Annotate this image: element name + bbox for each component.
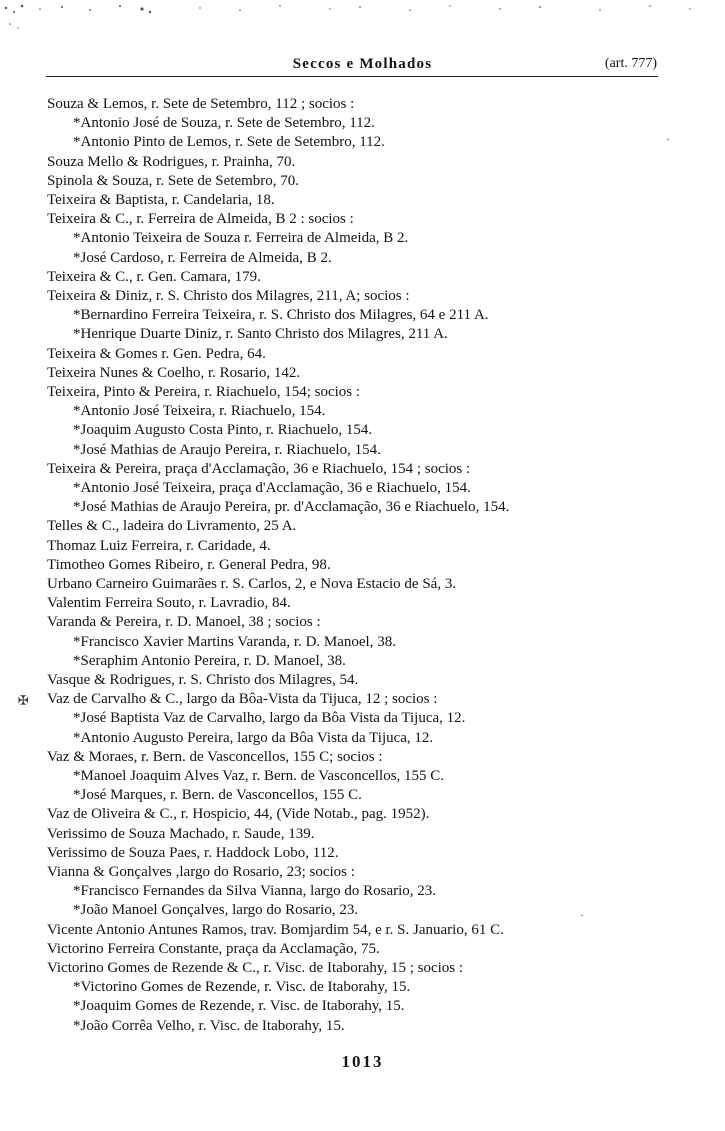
firm-entry: Vianna & Gonçalves ,largo do Rosario, 23; socios : bbox=[47, 864, 355, 880]
partner-entry: *José Mathias de Araujo Pereira, pr. d'Acclamação, 36 e Riachuelo, 154. bbox=[73, 499, 510, 516]
firm-entry: Vaz de Carvalho & C., largo da Bôa-Vista da Tijuca, 12 ; socios : bbox=[47, 691, 438, 708]
partner-entry: *Bernardino Ferreira Teixeira, r. S. Christo dos Milagres, 64 e 211 A. bbox=[73, 307, 489, 324]
partner-entry: *Antonio Pinto de Lemos, r. Sete de Setembro, 112. bbox=[73, 134, 385, 151]
firm-entry: Teixeira & Diniz, r. S. Christo dos Milagres, 211, A; socios : bbox=[47, 288, 410, 304]
firm-entry: Victorino Gomes de Rezende & C., r. Visc. de Itaborahy, 15 ; socios : bbox=[47, 960, 464, 976]
page-header bbox=[0, 54, 725, 76]
firm-entry: Thomaz Luiz Ferreira, r. Caridade, 4. bbox=[47, 537, 271, 554]
firm-entry: Telles & C., ladeira do Livramento, 25 A. bbox=[47, 518, 297, 535]
partner-entry: *Francisco Xavier Martins Varanda, r. D. Manoel, 38. bbox=[73, 633, 396, 650]
firm-entry: Timotheo Gomes Ribeiro, r. General Pedra, 98. bbox=[47, 556, 331, 573]
partner-entry: *José Marques, r. Bern. de Vasconcellos, 155 C. bbox=[73, 787, 362, 804]
firm-entry: Teixeira & Baptista, r. Candelaria, 18. bbox=[47, 192, 275, 208]
firm-entry: Verissimo de Souza Paes, r. Haddock Lobo, 112. bbox=[47, 844, 339, 861]
margin-tick: · bbox=[580, 908, 584, 922]
firm-entry: Teixeira & Gomes r. Gen. Pedra, 64. bbox=[47, 345, 266, 362]
firm-entry: Vasque & Rodrigues, r. S. Christo dos Milagres, 54. bbox=[47, 672, 359, 688]
partner-entry: *Antonio Augusto Pereira, largo da Bôa Vista da Tijuca, 12. bbox=[73, 729, 434, 746]
header-rule bbox=[46, 76, 658, 77]
firm-entry: Souza & Lemos, r. Sete de Setembro, 112 ; socios : bbox=[47, 96, 355, 112]
partner-entry: *Seraphim Antonio Pereira, r. D. Manoel, 38. bbox=[73, 652, 346, 669]
partner-entry: *Manoel Joaquim Alves Vaz, r. Bern. de Vasconcellos, 155 C. bbox=[73, 768, 445, 784]
firm-entry: Teixeira Nunes & Coelho, r. Rosario, 142. bbox=[47, 364, 301, 381]
page-number: 1013 bbox=[341, 1052, 384, 1071]
partner-entry: *João Corrêa Velho, r. Visc. de Itaborahy, 15. bbox=[73, 1017, 345, 1034]
partner-entry: *Antonio José de Souza, r. Sete de Setembro, 112. bbox=[73, 115, 375, 132]
partner-entry: *José Baptista Vaz de Carvalho, largo da Bôa Vista da Tijuca, 12. bbox=[73, 710, 466, 727]
partner-entry: *João Manoel Gonçalves, largo do Rosario, 23. bbox=[73, 902, 359, 919]
partner-entry: *Joaquim Gomes de Rezende, r. Visc. de Itaborahy, 15. bbox=[73, 998, 405, 1015]
partner-entry: *Henrique Duarte Diniz, r. Santo Christo dos Milagres, 211 A. bbox=[73, 326, 448, 343]
article-number: (art. 777) bbox=[604, 56, 657, 71]
partner-entry: *Francisco Fernandes da Silva Vianna, largo do Rosario, 23. bbox=[73, 883, 437, 900]
firm-entry: Valentim Ferreira Souto, r. Lavradio, 84. bbox=[47, 595, 291, 612]
partner-entry: *Antonio José Teixeira, praça d'Acclamação, 36 e Riachuelo, 154. bbox=[73, 480, 471, 496]
firm-entry: Vaz de Oliveira & C., r. Hospicio, 44, (Vide Notab., pag. 1952). bbox=[47, 806, 430, 823]
firm-entry: Urbano Carneiro Guimarães r. S. Carlos, 2, e Nova Estacio de Sá, 3. bbox=[47, 576, 457, 592]
firm-entry: Teixeira, Pinto & Pereira, r. Riachuelo, 154; socios : bbox=[47, 384, 361, 400]
firm-entry: Spinola & Souza, r. Sete de Setembro, 70. bbox=[47, 172, 300, 189]
firm-entry: Teixeira & C., r. Gen. Camara, 179. bbox=[47, 268, 261, 285]
firm-entry: Souza Mello & Rodrigues, r. Prainha, 70. bbox=[47, 153, 296, 170]
partner-entry: *Antonio Teixeira de Souza r. Ferreira de Almeida, B 2. bbox=[73, 230, 409, 247]
partner-entry: *José Mathias de Araujo Pereira, r. Riachuelo, 154. bbox=[73, 441, 381, 458]
firm-entry: Verissimo de Souza Machado, r. Saude, 139. bbox=[47, 825, 315, 842]
firm-entry: Teixeira & C., r. Ferreira de Almeida, B 2 : socios : bbox=[47, 211, 354, 228]
firm-entry: Teixeira & Pereira, praça d'Acclamação, 36 e Riachuelo, 154 ; socios : bbox=[47, 460, 471, 477]
margin-tick: ˋ bbox=[666, 136, 670, 150]
partner-entry: *Joaquim Augusto Costa Pinto, r. Riachuelo, 154. bbox=[73, 422, 373, 439]
firm-entry: Vaz & Moraes, r. Bern. de Vasconcellos, 155 C; socios : bbox=[47, 748, 383, 765]
page-title: Seccos e Molhados bbox=[292, 56, 433, 72]
partner-entry: *Antonio José Teixeira, r. Riachuelo, 154. bbox=[73, 403, 326, 420]
firm-entry: Victorino Ferreira Constante, praça da Acclamação, 75. bbox=[47, 940, 380, 957]
partner-entry: *Victorino Gomes de Rezende, r. Visc. de Itaborahy, 15. bbox=[73, 979, 411, 996]
firm-entry: Varanda & Pereira, r. D. Manoel, 38 ; socios : bbox=[47, 614, 321, 631]
partner-entry: *José Cardoso, r. Ferreira de Almeida, B 2. bbox=[73, 249, 332, 266]
margin-mark: ✠ bbox=[15, 694, 31, 706]
scan-noise-top bbox=[0, 0, 725, 30]
firm-entry: Vicente Antonio Antunes Ramos, trav. Bomjardim 54, e r. S. Januario, 61 C. bbox=[47, 921, 504, 938]
